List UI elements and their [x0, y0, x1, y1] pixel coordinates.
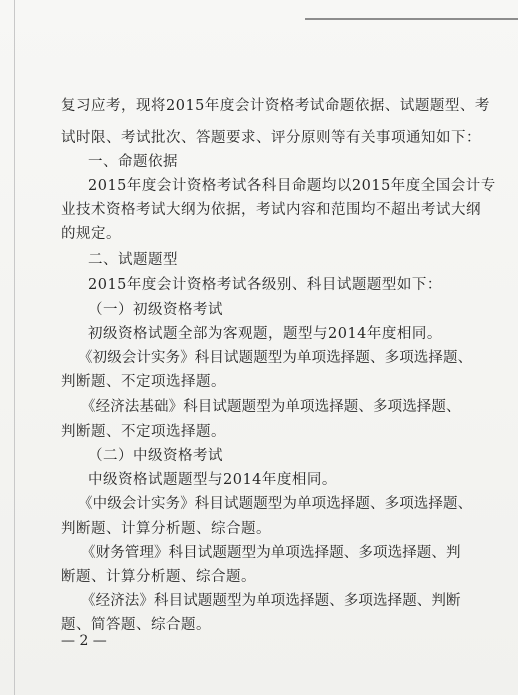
top-rule — [305, 18, 518, 20]
left-margin-rule — [14, 0, 15, 695]
paragraph-line: 断题、计算分析题、综合题。 — [61, 569, 256, 585]
paragraph-line: 题、简答题、综合题。 — [61, 617, 211, 633]
paragraph-line: 《中级会计实务》科目试题题型为单项选择题、多项选择题、 — [78, 496, 473, 512]
paragraph-line: 的规定。 — [61, 226, 121, 242]
section-heading: 一、命题依据 — [88, 154, 178, 170]
paragraph-line: 判断题、不定项选择题。 — [61, 424, 226, 440]
page-number: — 2 — — [61, 633, 107, 649]
paragraph-line: 《经济法基础》科目试题题型为单项选择题、多项选择题、 — [81, 399, 461, 415]
paragraph-line: 判断题、计算分析题、综合题。 — [61, 521, 271, 537]
paragraph-line: 试时限、考试批次、答题要求、评分原则等有关事项通知如下： — [61, 130, 481, 146]
subsection-heading: （二）中级资格考试 — [88, 448, 223, 464]
section-heading: 二、试题题型 — [88, 252, 178, 268]
subsection-heading: （一）初级资格考试 — [88, 302, 223, 318]
paragraph-line: 中级资格试题题型与2014年度相同。 — [88, 472, 337, 488]
paragraph-line: 《财务管理》科目试题题型为单项选择题、多项选择题、判 — [81, 545, 461, 561]
paragraph-line: 2015年度会计资格考试各级别、科目试题题型如下： — [88, 277, 442, 293]
paragraph-line: 《初级会计实务》科目试题题型为单项选择题、多项选择题、 — [78, 350, 473, 366]
paragraph-line: 判断题、不定项选择题。 — [61, 374, 226, 390]
paragraph-line: 《经济法》科目试题题型为单项选择题、多项选择题、判断 — [81, 593, 461, 609]
paragraph-line: 2015年度会计资格考试各科目命题均以2015年度全国会计专 — [88, 178, 496, 194]
paragraph-line: 复习应考，现将2015年度会计资格考试命题依据、试题题型、考 — [61, 98, 490, 114]
paragraph-line: 业技术资格考试大纲为依据，考试内容和范围均不超出考试大纲 — [61, 202, 481, 218]
paragraph-line: 初级资格试题全部为客观题，题型与2014年度相同。 — [88, 326, 442, 342]
